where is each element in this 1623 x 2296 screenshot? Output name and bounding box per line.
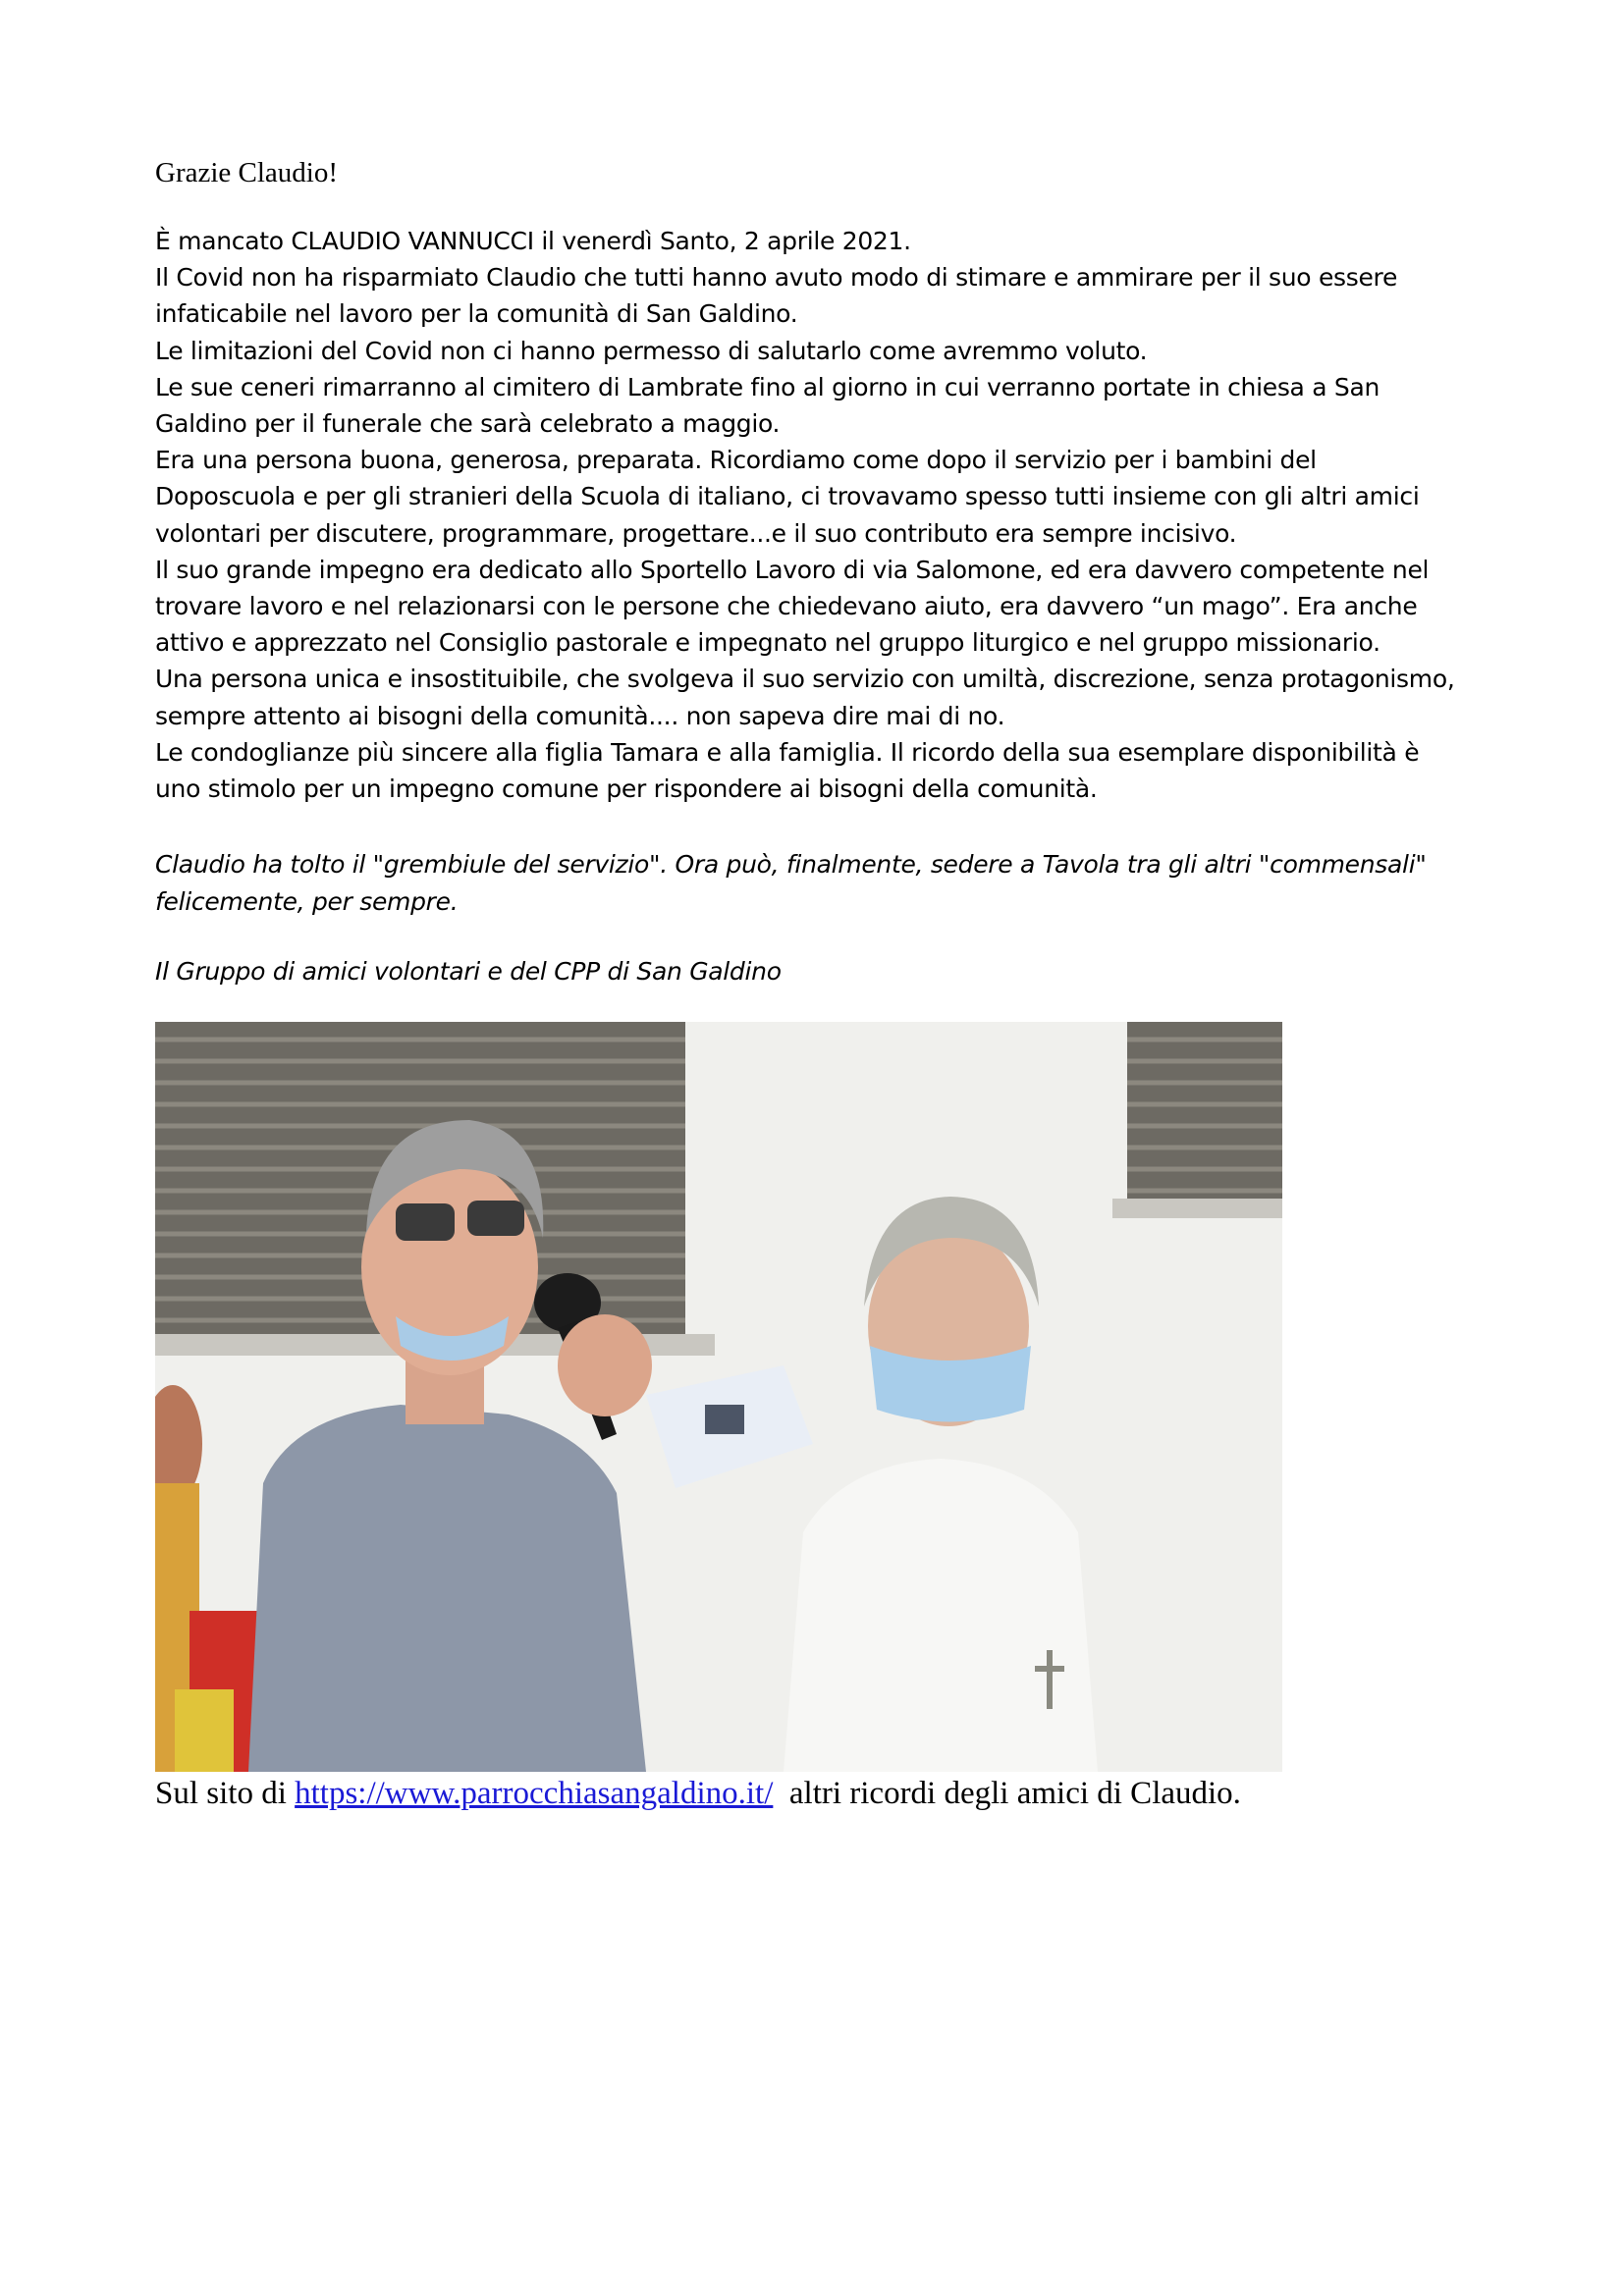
footer-prefix: Sul sito di xyxy=(155,1776,296,1811)
main-paragraph xyxy=(155,223,1530,807)
paragraph-line: Le sue ceneri rimarranno al cimitero di Lambrate fino al giorno in cui verranno portate in chiesa a San xyxy=(155,372,1380,401)
paragraph-line: infaticabile nel lavoro per la comunità di San Galdino. xyxy=(155,299,798,329)
signature: Il Gruppo di amici volontari e del CPP di San Galdino xyxy=(155,957,782,986)
paragraph-line: Doposcuola e per gli stranieri della Scuola di italiano, ci trovavamo spesso tutti insieme con gli altri amici xyxy=(155,482,1420,511)
closing-quote xyxy=(155,846,1530,920)
paragraph-line: Il Covid non ha risparmiato Claudio che tutti hanno avuto modo di stimare e ammirare per il suo essere xyxy=(155,263,1398,293)
quote-line: felicemente, per sempre. xyxy=(155,886,459,916)
footer-line xyxy=(155,1773,1241,1814)
paragraph-line: Il suo grande impegno era dedicato allo Sportello Lavoro di via Salomone, ed era davvero competente nel xyxy=(155,555,1430,584)
paragraph-line: Galdino per il funerale che sarà celebrato a maggio. xyxy=(155,409,781,439)
paragraph-line: trovare lavoro e nel relazionarsi con le persone che chiedevano aiuto, era davvero “un mago”. Era anche xyxy=(155,592,1418,621)
paragraph-line: È mancato CLAUDIO VANNUCCI il venerdì Santo, 2 aprile 2021. xyxy=(155,227,911,255)
paragraph-line: attivo e apprezzato nel Consiglio pastorale e impegnato nel gruppo liturgico e nel gruppo missionario. xyxy=(155,628,1380,658)
quote-line: Claudio ha tolto il "grembiule del servizio". Ora può, finalmente, sedere a Tavola tra gli altri "commensali" xyxy=(155,850,1427,879)
paragraph-line: Una persona unica e insostituibile, che svolgeva il suo servizio con umiltà, discrezione, senza protagonismo, xyxy=(155,665,1455,694)
paragraph-line: sempre attento ai bisogni della comunità.... non sapeva dire mai di no. xyxy=(155,701,1005,730)
memorial-photo xyxy=(155,1022,1282,1772)
document-title: Grazie Claudio! xyxy=(155,157,339,188)
paragraph-line: volontari per discutere, programmare, progettare...e il suo contributo era sempre incisivo. xyxy=(155,518,1237,548)
paragraph-line: Era una persona buona, generosa, preparata. Ricordiamo come dopo il servizio per i bambini del xyxy=(155,446,1317,475)
paragraph-line: uno stimolo per un impegno comune per rispondere ai bisogni della comunità. xyxy=(155,774,1098,804)
parish-website-link[interactable]: https://www.parrocchiasangaldino.it/ xyxy=(295,1776,774,1811)
paragraph-line: Le limitazioni del Covid non ci hanno permesso di salutarlo come avremmo voluto. xyxy=(155,336,1148,365)
paragraph-line: Le condoglianze più sincere alla figlia Tamara e alla famiglia. Il ricordo della sua esemplare disponibilità è xyxy=(155,737,1420,767)
footer-suffix: altri ricordi degli amici di Claudio. xyxy=(773,1776,1241,1811)
